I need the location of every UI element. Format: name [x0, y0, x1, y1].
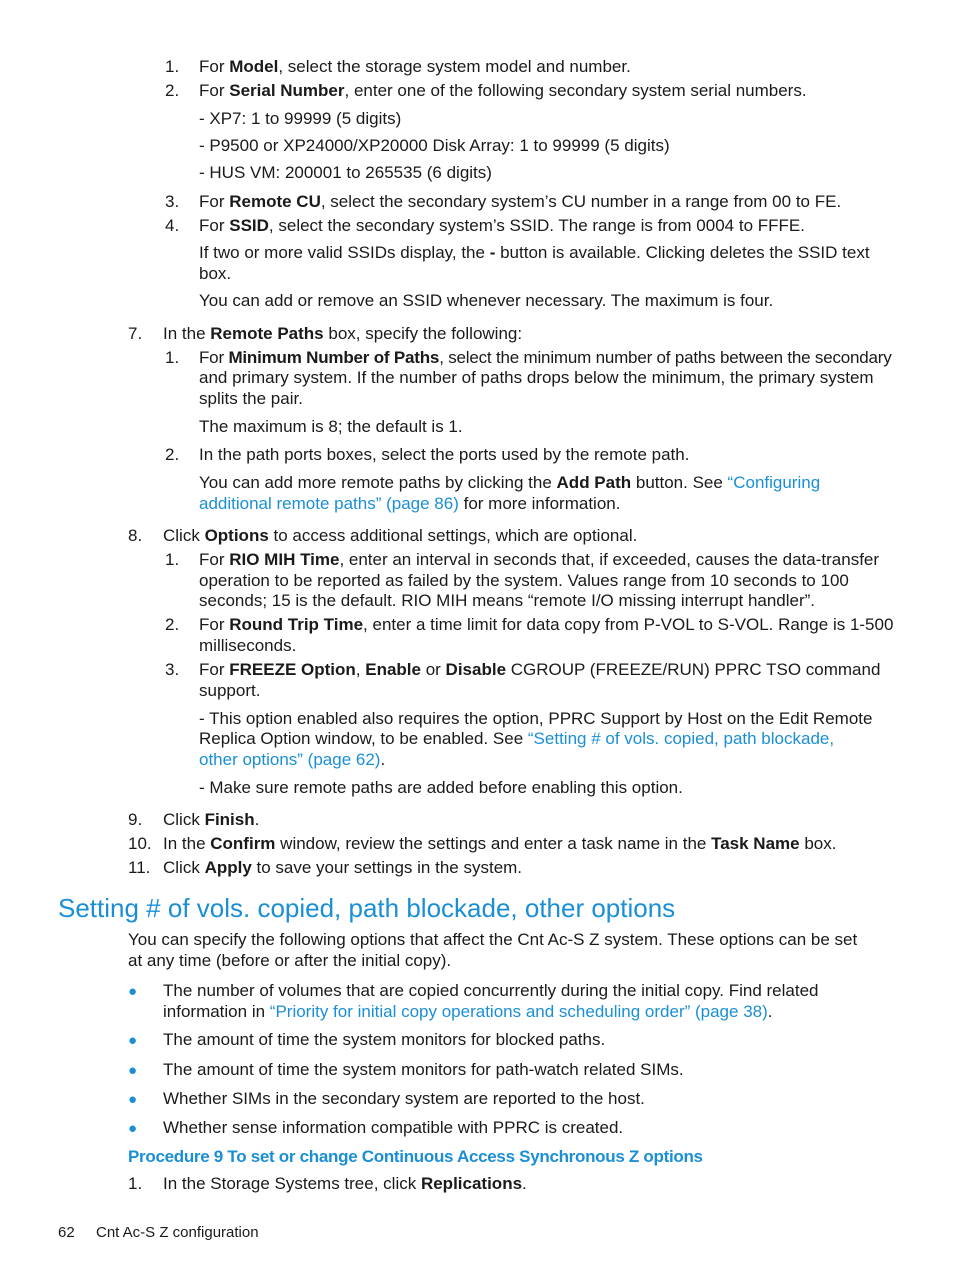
bullet-item: The amount of time the system monitors for path-watch related SIMs. [163, 1060, 684, 1079]
min-paths-instruction: For Minimum Number of Paths, select the minimum number of paths between the secondary [199, 348, 892, 367]
bullet-icon: ● [128, 1062, 138, 1079]
serial-number-instruction: For Serial Number, enter one of the following secondary system serial numbers. [199, 81, 807, 100]
list-number: 1. [165, 550, 180, 569]
step-number: 7. [128, 324, 143, 343]
freeze-option-instruction: For FREEZE Option, Enable or Disable CGROUP (FREEZE/RUN) PPRC TSO command [199, 660, 881, 679]
confirm-step: In the Confirm window, review the settings and enter a task name in the Task Name box. [163, 834, 837, 853]
intro-text: You can specify the following options that affect the Cnt Ac-S Z system. These options can be set [128, 930, 858, 949]
finish-step: Click Finish. [163, 810, 260, 829]
footer-title: Cnt Ac-S Z configuration [96, 1224, 259, 1241]
rio-mih-text: seconds; 15 is the default. RIO MIH means “remote I/O missing interrupt handler”. [199, 591, 816, 610]
round-trip-text: milliseconds. [199, 636, 297, 655]
min-paths-default: The maximum is 8; the default is 1. [199, 417, 463, 436]
path-ports-instruction: In the path ports boxes, select the ports used by the remote path. [199, 445, 690, 464]
bullet-item: Whether SIMs in the secondary system are reported to the host. [163, 1089, 645, 1108]
list-number: 1. [165, 57, 180, 76]
model-instruction: For Model, select the storage system model and number. [199, 57, 631, 76]
list-number: 2. [165, 445, 180, 464]
setting-vols-link-cont[interactable]: other options” (page 62) [199, 750, 381, 769]
freeze-note-cont: Replica Option window, to be enabled. See “Setting # of vols. copied, path blockade, [199, 729, 835, 748]
step-number: 8. [128, 526, 143, 545]
priority-initial-copy-link[interactable]: “Priority for initial copy operations and scheduling order” (page 38) [269, 1002, 768, 1021]
apply-step: Click Apply to save your settings in the system. [163, 858, 523, 877]
bullet-item: The amount of time the system monitors for blocked paths. [163, 1030, 606, 1049]
configuring-remote-paths-link[interactable]: “Configuring [727, 473, 821, 492]
bullet-item: Whether sense information compatible with PPRC is created. [163, 1118, 624, 1137]
bullet-icon: ● [128, 1032, 138, 1049]
serial-range-p9500: - P9500 or XP24000/XP20000 Disk Array: 1 to 99999 (5 digits) [199, 136, 670, 155]
list-number: 2. [165, 81, 180, 100]
freeze-option-text: support. [199, 681, 261, 700]
round-trip-instruction: For Round Trip Time, enter a time limit for data copy from P-VOL to S-VOL. Range is 1-500 [199, 615, 894, 634]
ssid-max-note: You can add or remove an SSID whenever necessary. The maximum is four. [199, 291, 774, 310]
section-heading: Setting # of vols. copied, path blockade, other options [58, 893, 676, 923]
serial-range-husvm: - HUS VM: 200001 to 265535 (6 digits) [199, 163, 492, 182]
step-number: 1. [128, 1174, 143, 1193]
setting-vols-link[interactable]: “Setting # of vols. copied, path blockade, [527, 729, 835, 748]
serial-range-xp7: - XP7: 1 to 99999 (5 digits) [199, 109, 402, 128]
list-number: 3. [165, 192, 180, 211]
procedure-title: Procedure 9 To set or change Continuous Access Synchronous Z options [128, 1147, 703, 1166]
bullet-item: The number of volumes that are copied concurrently during the initial copy. Find related [163, 981, 819, 1000]
ssid-instruction: For SSID, select the secondary system’s SSID. The range is from 0004 to FFFE. [199, 216, 805, 235]
configuring-remote-paths-link-cont[interactable]: additional remote paths” (page 86) [199, 494, 459, 513]
list-number: 3. [165, 660, 180, 679]
list-number: 1. [165, 348, 180, 367]
rio-mih-instruction: For RIO MIH Time, enter an interval in seconds that, if exceeded, causes the data-transfer [199, 550, 880, 569]
rio-mih-text: operation to be reported as failed by the system. Values range from 10 seconds to 100 [199, 571, 849, 590]
remote-paths-step: In the Remote Paths box, specify the following: [163, 324, 523, 343]
bullet-icon: ● [128, 983, 138, 1000]
min-paths-text: and primary system. If the number of paths drops below the minimum, the primary system [199, 368, 874, 387]
replications-step: In the Storage Systems tree, click Replications. [163, 1174, 527, 1193]
add-path-note: You can add more remote paths by clicking the Add Path button. See “Configuring [199, 473, 821, 492]
remote-cu-instruction: For Remote CU, select the secondary system’s CU number in a range from 00 to FE. [199, 192, 842, 211]
freeze-paths-note: - Make sure remote paths are added before enabling this option. [199, 778, 683, 797]
freeze-note-cont: other options” (page 62). [199, 750, 386, 769]
list-number: 2. [165, 615, 180, 634]
bullet-icon: ● [128, 1091, 138, 1108]
min-paths-text: splits the pair. [199, 389, 303, 408]
freeze-note: - This option enabled also requires the option, PPRC Support by Host on the Edit Remote [199, 709, 873, 728]
ssid-note-cont: box. [199, 264, 232, 283]
add-path-note-cont: additional remote paths” (page 86) for more information. [199, 494, 621, 513]
step-number: 10. [128, 834, 152, 853]
step-number: 9. [128, 810, 143, 829]
bullet-item-cont: information in “Priority for initial copy operations and scheduling order” (page 38). [163, 1002, 773, 1021]
ssid-note: If two or more valid SSIDs display, the - button is available. Clicking deletes the SSID text [199, 243, 870, 262]
page-number: 62 [58, 1224, 75, 1241]
bullet-icon: ● [128, 1120, 138, 1137]
options-step: Click Options to access additional settings, which are optional. [163, 526, 638, 545]
step-number: 11. [128, 858, 151, 877]
list-number: 4. [165, 216, 180, 235]
intro-text: at any time (before or after the initial copy). [128, 951, 452, 970]
